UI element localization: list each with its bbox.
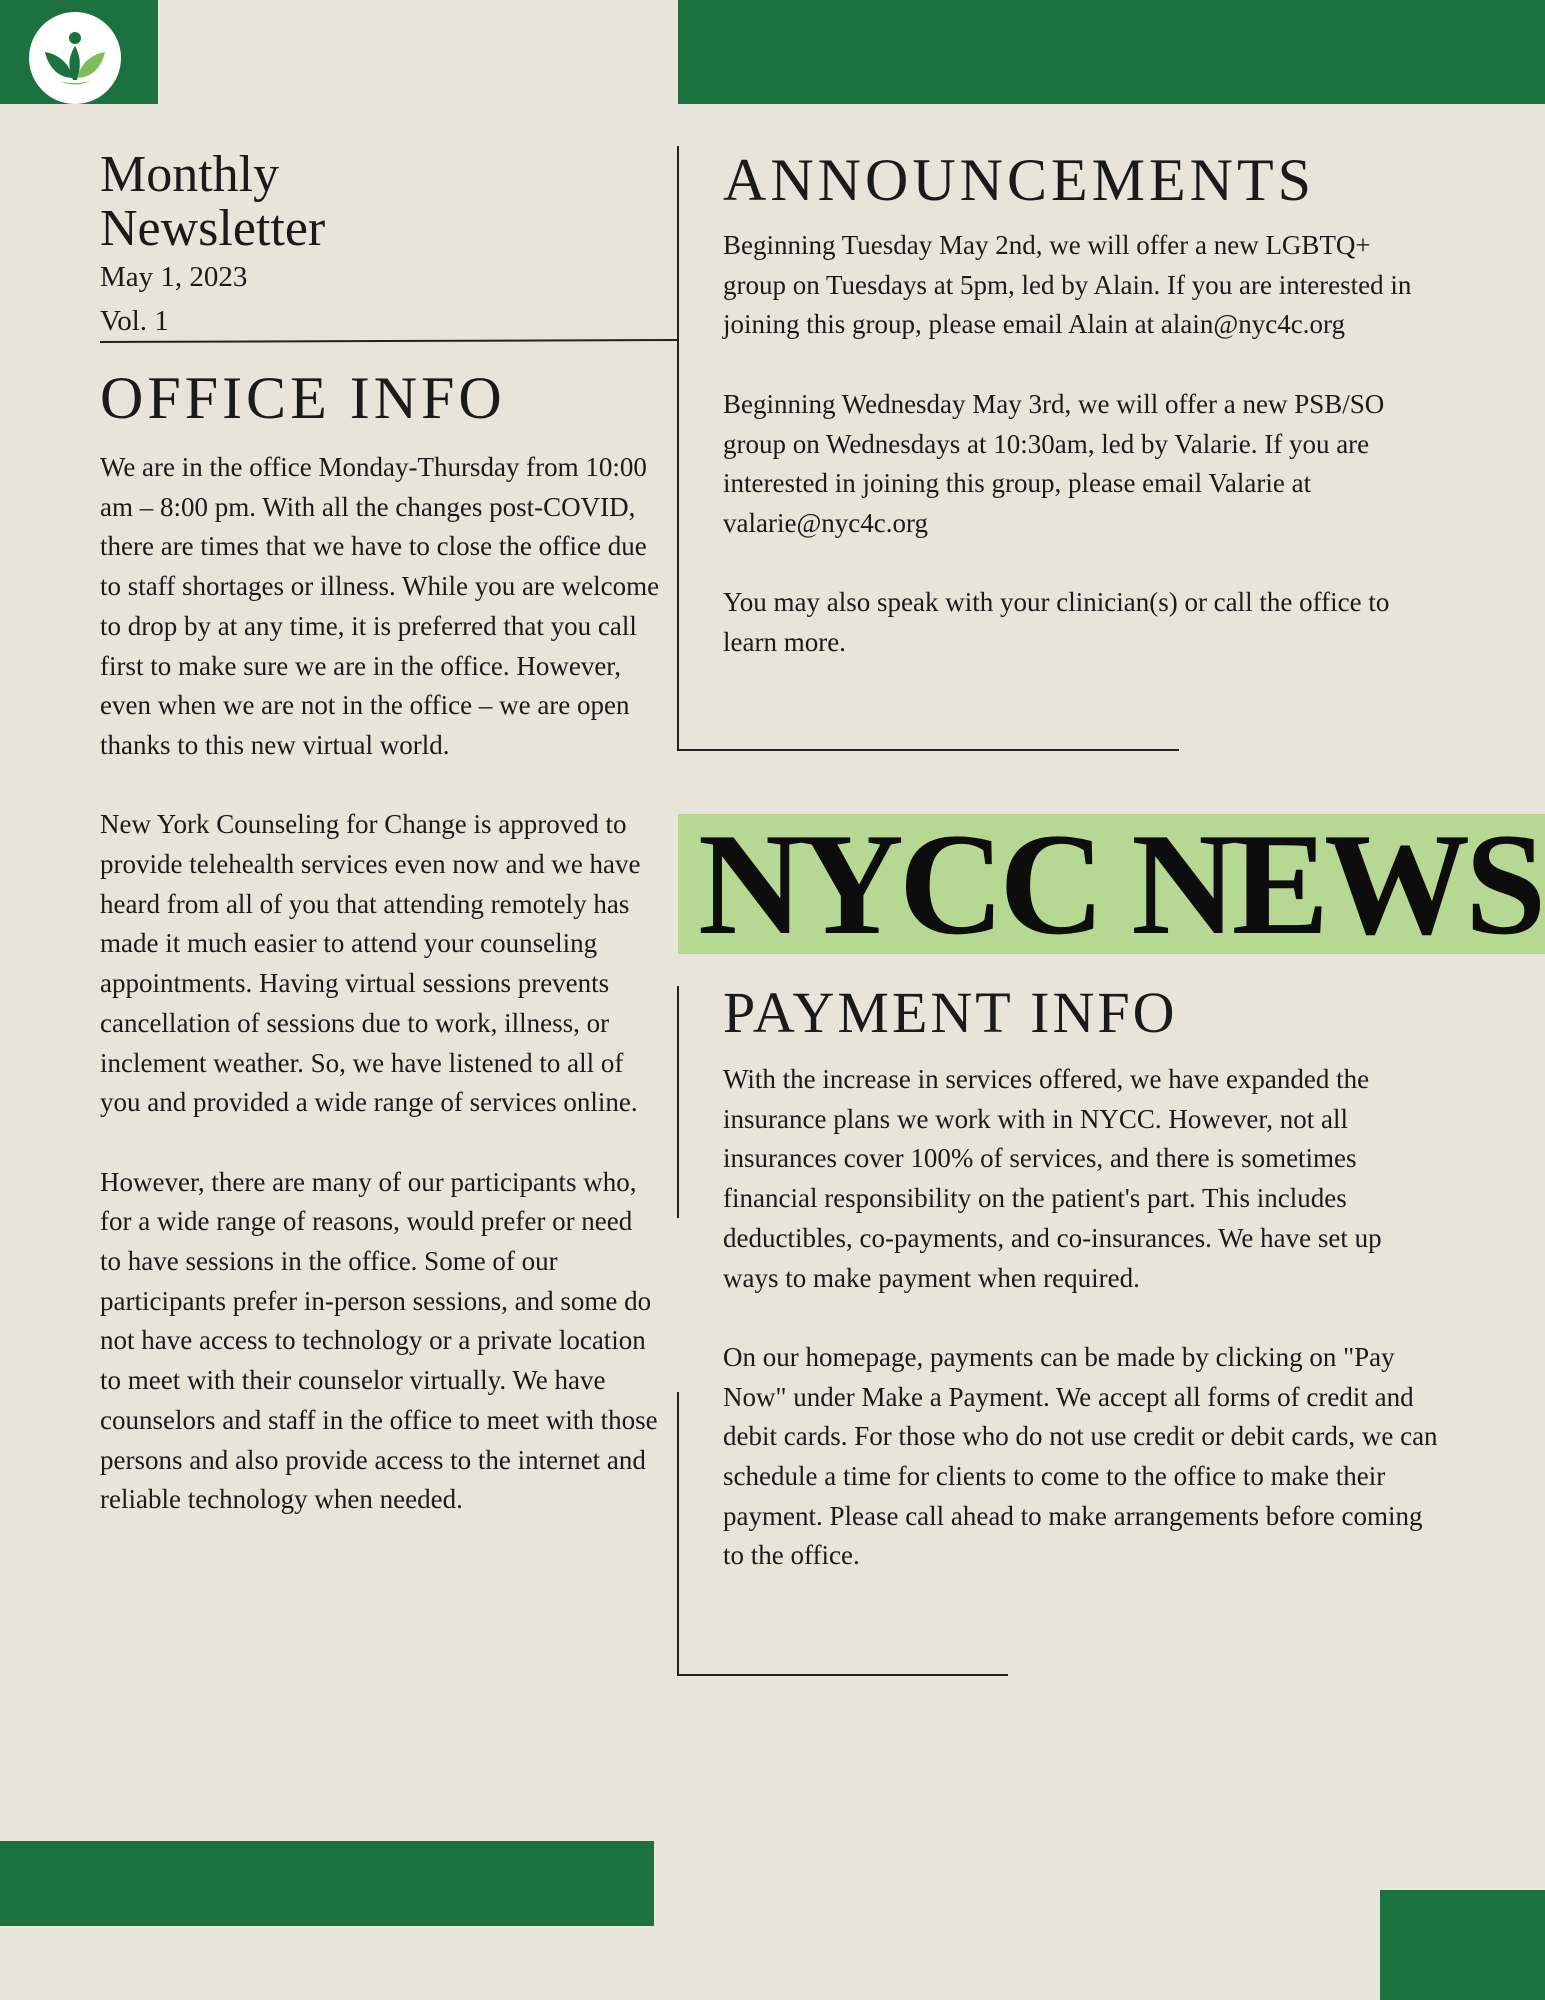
payment-info-left-rule-lower bbox=[677, 1392, 679, 1676]
office-info-paragraph: However, there are many of our participants who, for a wide range of reasons, would prefer or need to have sessions in the office. Some of our participants prefer in-person sessions, and some do not have access to technology or a private location to meet with their counselor virtually. We have counselors and staff in the office to meet with those persons and also provide access to the internet and reliable technology when needed. bbox=[100, 1166, 658, 1515]
newsletter-title-line2: Newsletter bbox=[100, 200, 326, 257]
office-info-paragraph: New York Counseling for Change is approved to provide telehealth services even now and we have heard from all of you that attending remotely has made it much easier to attend your counseling appointments. Having virtual sessions prevents cancellation of sessions due to work, illness, or inclement weather. So, we have listened to all of you and provided a wide range of services online. bbox=[100, 809, 641, 1118]
announcement-paragraph: You may also speak with your clinician(s) or call the office to learn more. bbox=[723, 587, 1390, 657]
payment-info-paragraph: With the increase in services offered, we have expanded the insurance plans we work with in NYCC. However, not all insurances cover 100% of services, and there is sometimes financial responsibility on the patient's part. This includes deductibles, co-payments, and co-insurances. We have set up ways to make payment when required. bbox=[723, 1064, 1382, 1293]
announcement-paragraph: Beginning Wednesday May 3rd, we will offer a new PSB/SO group on Wednesdays at 10:30am, led by Valarie. If you are interested in joining this group, please email Valarie at valarie@nyc4c.org bbox=[723, 388, 1385, 538]
newsletter-title-line1: Monthly bbox=[100, 146, 280, 203]
announcements-body bbox=[723, 226, 1433, 663]
announcements-bottom-rule bbox=[677, 749, 1179, 751]
logo bbox=[29, 12, 121, 104]
payment-info-body bbox=[723, 1060, 1438, 1576]
office-info-body bbox=[100, 448, 660, 1520]
office-info-heading: OFFICE INFO bbox=[100, 365, 506, 431]
news-banner-title: NYCC NEWS bbox=[698, 803, 1542, 965]
newsletter-title bbox=[100, 148, 325, 256]
payment-info-left-rule-upper bbox=[677, 986, 679, 1218]
sprout-leaf-icon bbox=[29, 12, 121, 104]
payment-info-bottom-rule bbox=[677, 1674, 1008, 1676]
masthead-divider bbox=[100, 339, 678, 343]
bottom-left-green-block bbox=[0, 1841, 654, 1926]
bottom-right-green-block bbox=[1380, 1890, 1545, 2000]
payment-info-paragraph: On our homepage, payments can be made by clicking on "Pay Now" under Make a Payment. We accept all forms of credit and debit cards. For those who do not use credit or debit cards, we can schedule a time for clients to come to the office to make their payment. Please call ahead to make arrangements before coming to the office. bbox=[723, 1341, 1438, 1571]
announcements-left-rule bbox=[677, 146, 679, 750]
top-right-green-block bbox=[678, 0, 1545, 104]
announcement-paragraph: Beginning Tuesday May 2nd, we will offer a new LGBTQ+ group on Tuesdays at 5pm, led by Alain. If you are interested in joining this group, please email Alain at alain@nyc4c.org bbox=[723, 230, 1412, 340]
announcements-heading: ANNOUNCEMENTS bbox=[723, 147, 1315, 213]
office-info-paragraph: We are in the office Monday-Thursday from 10:00 am – 8:00 pm. With all the changes post-COVID, there are times that we have to close the office due to staff shortages or illness. While you are welcome to drop by at any time, it is preferred that you call first to make sure we are in the office. However, even when we are not in the office – we are open thanks to this new virtual world. bbox=[100, 452, 660, 760]
issue-volume: Vol. 1 bbox=[100, 305, 169, 337]
payment-info-heading: PAYMENT INFO bbox=[723, 980, 1178, 1045]
issue-date: May 1, 2023 bbox=[100, 261, 248, 293]
